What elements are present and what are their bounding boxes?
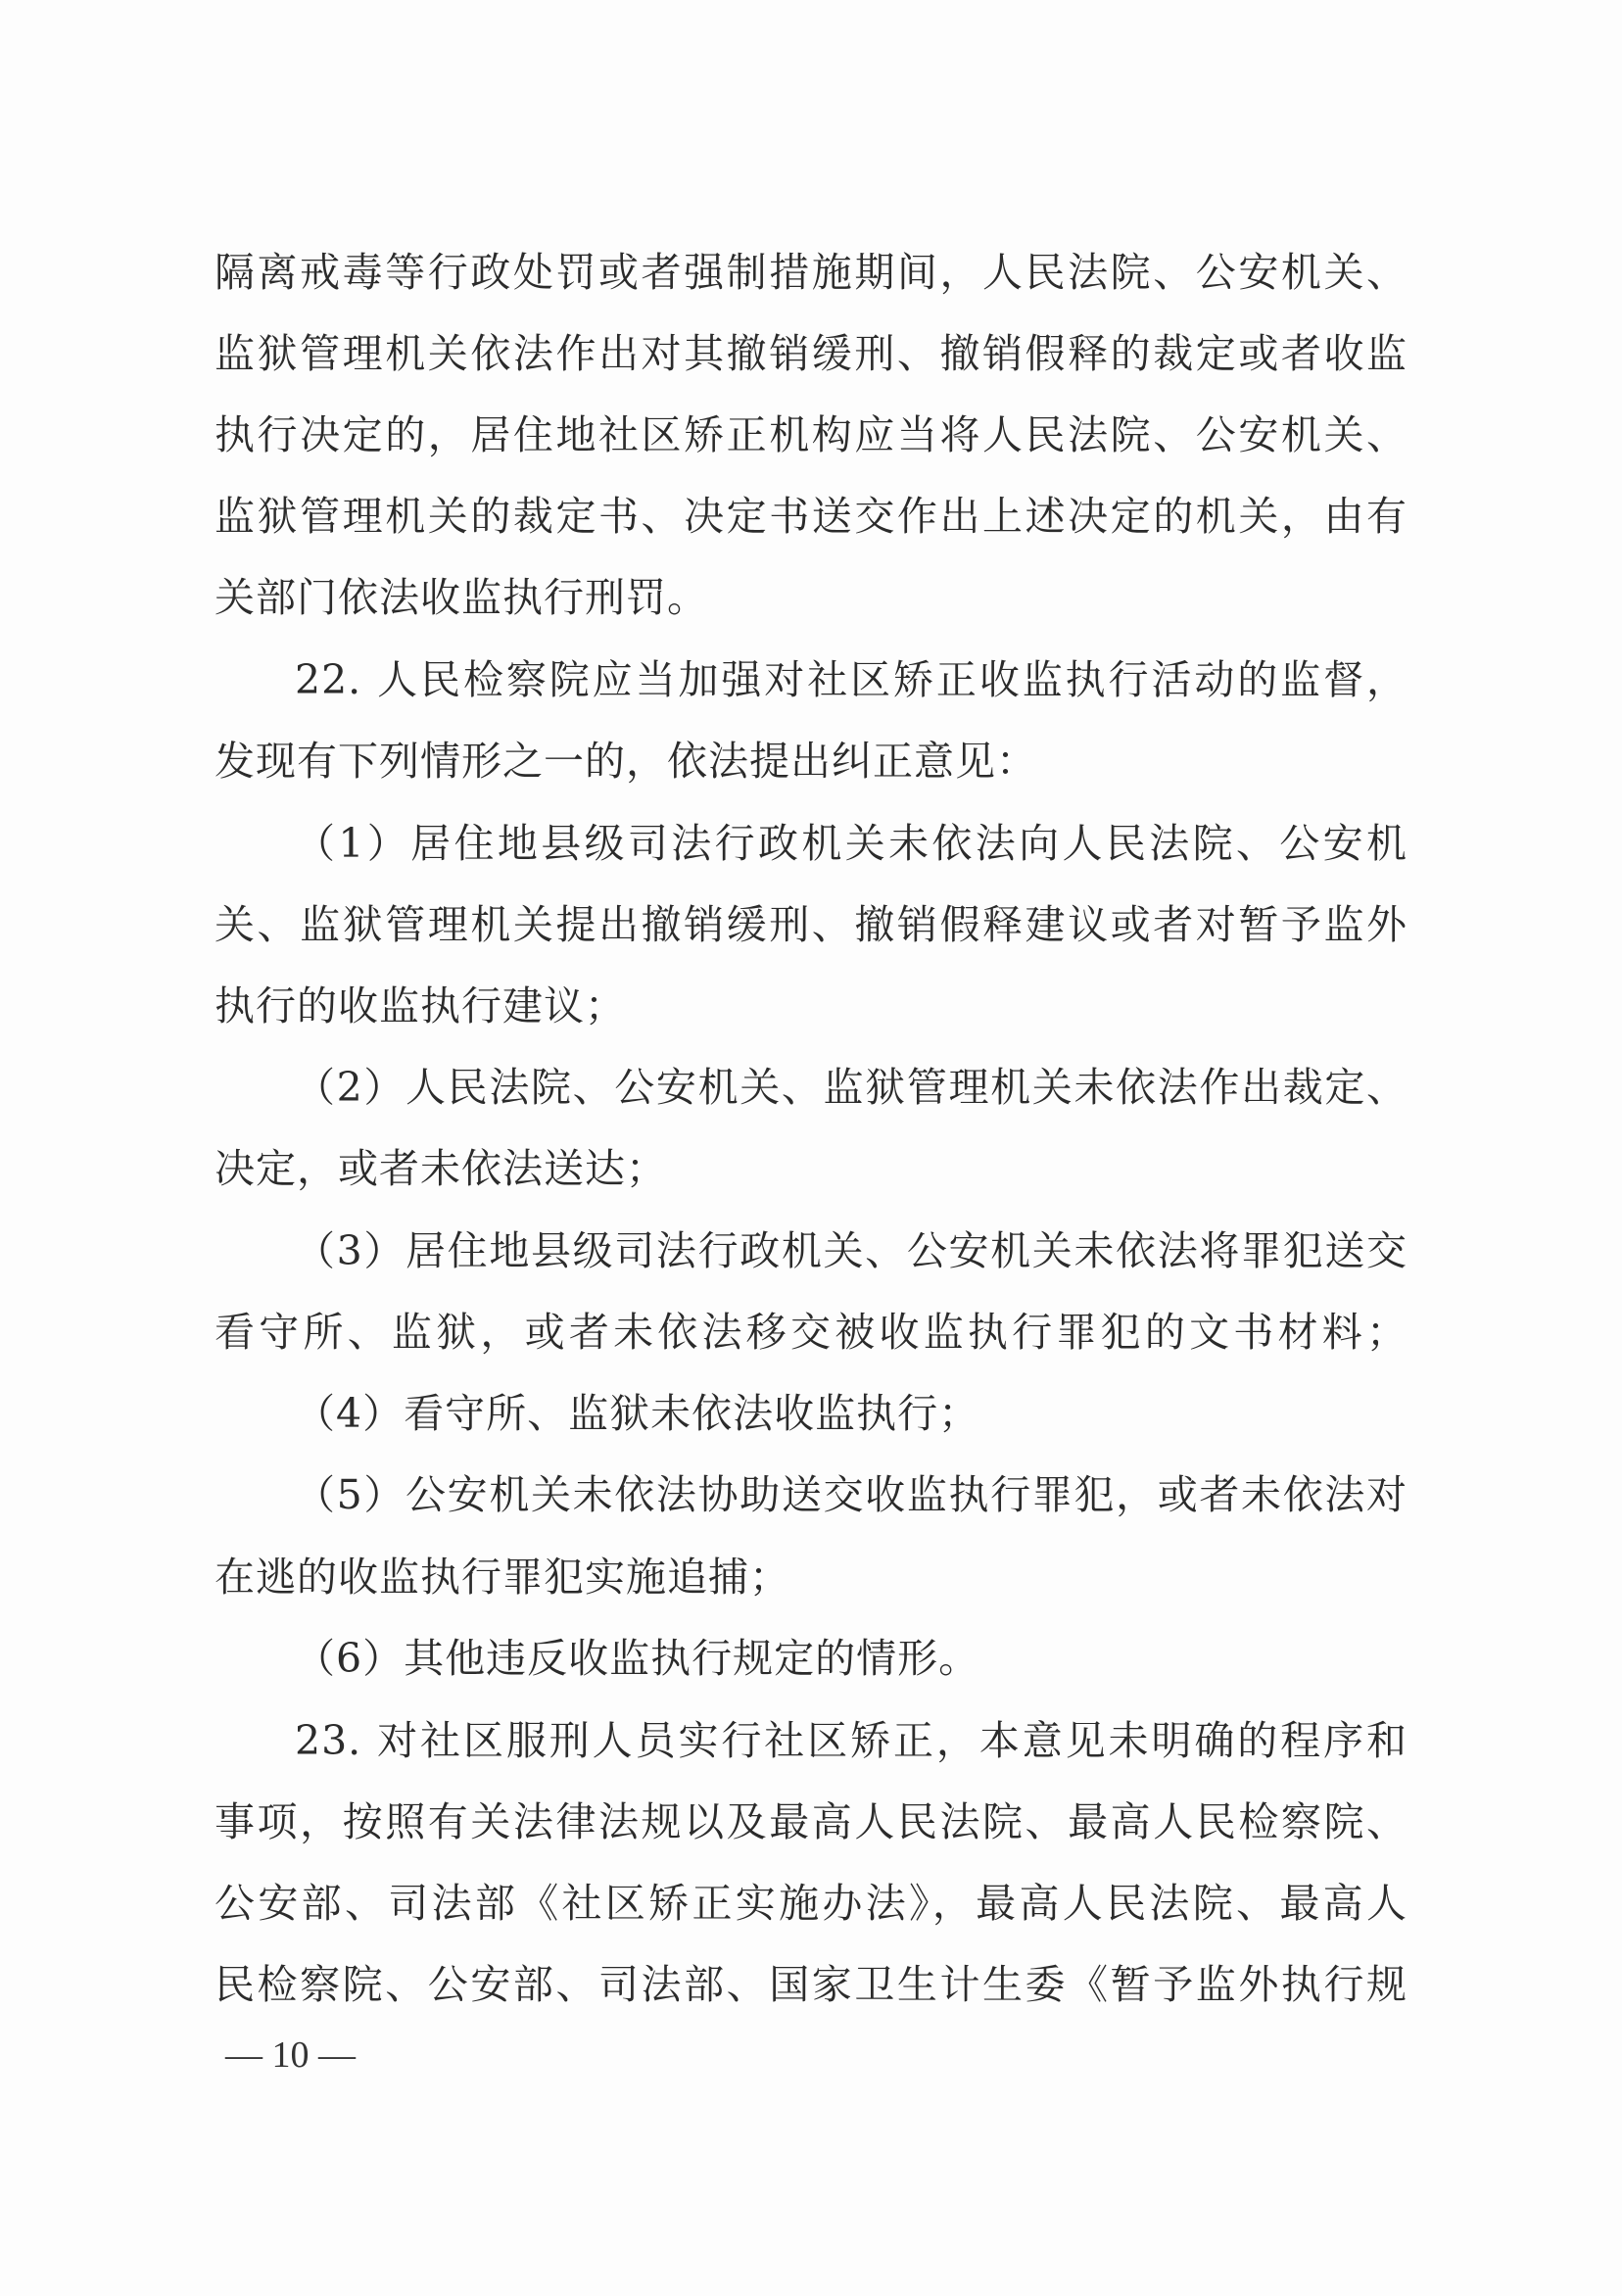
- text-line: 发现有下列情形之一的，依法提出纠正意见：: [215, 738, 1037, 785]
- text-line: 事项，按照有关法律法规以及最高人民法院、最高人民检察院、: [215, 1798, 1407, 1845]
- text-line: 监狱管理机关的裁定书、决定书送交作出上述决定的机关，由有: [215, 493, 1407, 540]
- paragraph-23-start: 23. 对社区服刑人员实行社区矫正，本意见未明确的程序和: [295, 1717, 1407, 1764]
- list-item-1: （1）居住地县级司法行政机关未依法向人民法院、公安机: [295, 820, 1407, 867]
- list-item-6: （6）其他违反收监执行规定的情形。: [295, 1635, 980, 1682]
- text-line: 看守所、监狱，或者未依法移交被收监执行罪犯的文书材料；: [215, 1309, 1407, 1356]
- list-item-2: （2）人民法院、公安机关、监狱管理机关未依法作出裁定、: [295, 1064, 1407, 1111]
- paragraph-22-start: 22. 人民检察院应当加强对社区矫正收监执行活动的监督，: [295, 656, 1407, 703]
- text-line: 公安部、司法部《社区矫正实施办法》，最高人民法院、最高人: [215, 1880, 1407, 1927]
- text-line: 关部门依法收监执行刑罚。: [215, 574, 708, 621]
- text-line: 执行的收监执行建议；: [215, 982, 626, 1029]
- text-line: 在逃的收监执行罪犯实施追捕；: [215, 1554, 790, 1601]
- text-line: 民检察院、公安部、司法部、国家卫生计生委《暂予监外执行规: [215, 1961, 1407, 2008]
- page-number: — 10 —: [225, 2034, 356, 2076]
- list-item-5: （5）公安机关未依法协助送交收监执行罪犯，或者未依法对: [295, 1471, 1407, 1518]
- text-line: 执行决定的，居住地社区矫正机构应当将人民法院、公安机关、: [215, 411, 1407, 458]
- text-line: 隔离戒毒等行政处罚或者强制措施期间，人民法院、公安机关、: [215, 249, 1407, 296]
- list-item-4: （4）看守所、监狱未依法收监执行；: [295, 1390, 980, 1437]
- text-line: 决定，或者未依法送达；: [215, 1145, 667, 1192]
- text-line: 关、监狱管理机关提出撤销缓刑、撤销假释建议或者对暂予监外: [215, 901, 1407, 948]
- list-item-3: （3）居住地县级司法行政机关、公安机关未依法将罪犯送交: [295, 1227, 1407, 1274]
- text-line: 监狱管理机关依法作出对其撤销缓刑、撤销假释的裁定或者收监: [215, 330, 1407, 377]
